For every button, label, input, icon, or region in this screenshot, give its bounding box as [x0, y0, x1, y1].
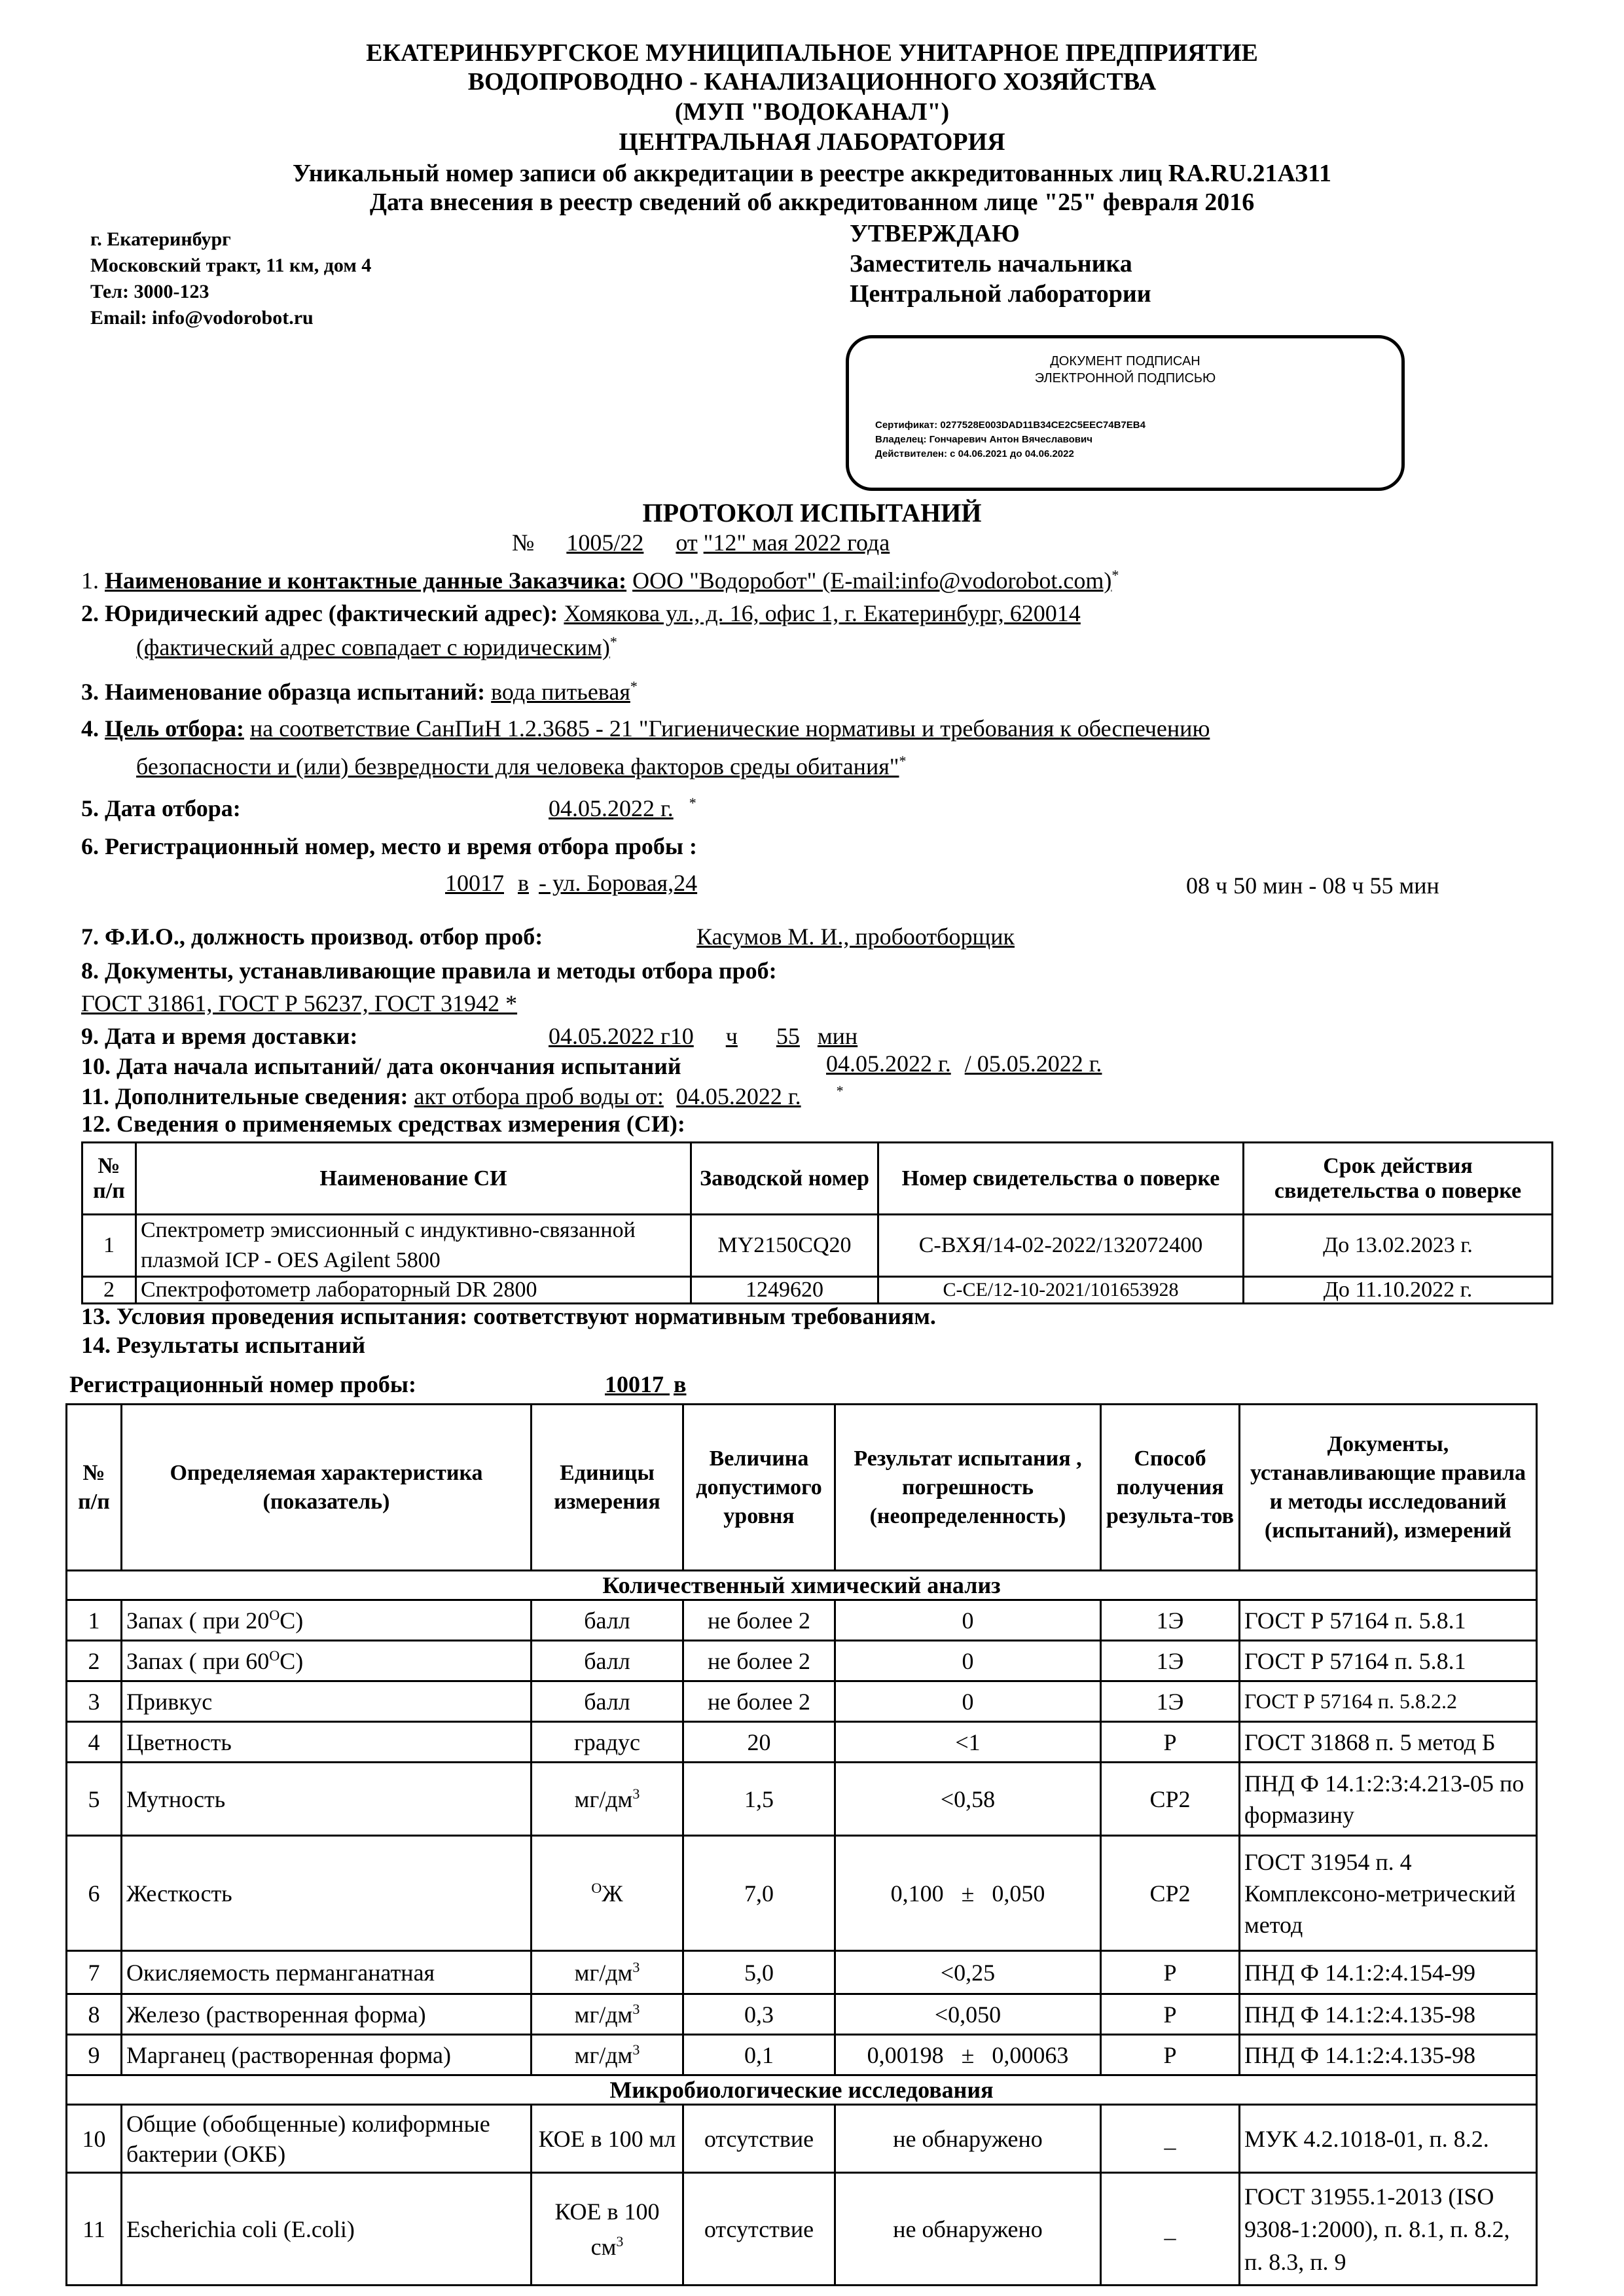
item-4: 4. Цель отбора: на соответствие СанПиН 1.2.3685 - 21 "Гигиенические нормативы и требования к обеспечению: [81, 715, 1210, 742]
row-result: <0,050: [835, 1994, 1101, 2035]
item-4-line-2: безопасности и (или) безвредности для человека факторов среды обитания"*: [81, 753, 906, 780]
row-result: <1: [835, 1722, 1101, 1763]
row-result: 0,00198 ± 0,00063: [835, 2035, 1101, 2075]
instrument-cert: С-ВХЯ/14-02-2022/132072400: [878, 1215, 1244, 1277]
row-method: СР2: [1101, 1763, 1240, 1836]
row-doc: ГОСТ 31955.1-2013 (ISO 9308-1:2000), п. 8.1, п. 8.2, п. 8.3, п. 9: [1240, 2173, 1537, 2286]
item-2-note-line: (фактический адрес совпадает с юридическим)*: [81, 634, 617, 661]
row-characteristic: Мутность: [122, 1763, 532, 1836]
item-2: 2. Юридический адрес (фактический адрес): Хомякова ул., д. 16, офис 1, г. Екатеринбург, 620014: [81, 600, 1081, 626]
item-9-value: [549, 1022, 857, 1050]
item-1: 1. Наименование и контактные данные Заказчика: ООО "Водоробот" (E-mail:info@vodorobot.com)*: [81, 567, 1119, 594]
row-result: <0,58: [835, 1763, 1101, 1836]
table-row: [67, 1722, 1537, 1763]
row-doc: ПНД Ф 14.1:2:3:4.213-05 по формазину: [1240, 1763, 1537, 1836]
item-6-sample: [445, 869, 697, 897]
row-characteristic: Марганец (растворенная форма): [122, 2035, 532, 2075]
protocol-title: ПРОТОКОЛ ИСПЫТАНИЙ: [642, 498, 982, 528]
item-14: 14. Результаты испытаний: [81, 1332, 366, 1358]
approve-title: УТВЕРЖДАЮ: [850, 220, 1020, 247]
signature-valid: Действителен: с 04.06.2021 до 04.06.2022: [875, 448, 1074, 459]
section-row: [67, 1571, 1537, 1600]
row-unit: КОЕ в 100 мл: [532, 2105, 683, 2173]
row-unit: КОЕ в 100 $см^3$: [532, 2173, 683, 2286]
item-3-value: вода питьевая: [491, 679, 630, 705]
item-6-letter: в: [518, 870, 529, 896]
instrument-name: Спектрометр эмиссионный с индуктивно-связанной плазмой ICP - OES Agilent 5800: [136, 1215, 691, 1277]
row-unit: $^О$Ж: [532, 1836, 683, 1951]
item-11-value: акт отбора проб воды от:: [414, 1083, 664, 1109]
sample-number: 10017: [605, 1371, 664, 1397]
item-13-text: Условия проведения испытания: соответствуют нормативным требованиям.: [117, 1303, 936, 1329]
table-row: [67, 2105, 1537, 2173]
row-unit: балл: [532, 1641, 683, 1681]
row-doc: ГОСТ 31868 п. 5 метод Б: [1240, 1722, 1537, 1763]
row-unit: $мг/дм^3$: [532, 1951, 683, 1994]
row-limit: не более 2: [683, 1600, 835, 1641]
row-result: не обнаружено: [835, 2173, 1101, 2286]
item-9-minute: 55: [776, 1023, 800, 1049]
protocol-number-prefix: №: [512, 529, 535, 556]
row-result: 0,100 ± 0,050: [835, 1836, 1101, 1951]
item-14-text: Результаты испытаний: [117, 1332, 366, 1358]
table-row: [67, 1641, 1537, 1681]
table-row: [67, 2173, 1537, 2286]
sample-number-wrap: [605, 1371, 686, 1398]
row-num: 10: [67, 2105, 122, 2173]
row-method: Р: [1101, 1951, 1240, 1994]
item-2-label: Юридический адрес (фактический адрес):: [105, 600, 558, 626]
results-header-num: № п/п: [67, 1405, 122, 1571]
item-12-label: Сведения о применяемых средствах измерения (СИ):: [117, 1111, 685, 1137]
table-row: [67, 1951, 1537, 1994]
item-3: 3. Наименование образца испытаний: вода питьевая*: [81, 678, 638, 705]
item-1-value: ООО "Водоробот" (E-mail:info@vodorobot.com): [632, 567, 1112, 594]
instrument-num: 1: [82, 1215, 136, 1277]
item-6-place: - ул. Боровая,24: [539, 870, 698, 896]
row-unit: балл: [532, 1600, 683, 1641]
item-6-time: 08 ч 50 мин - 08 ч 55 мин: [1186, 872, 1439, 899]
item-4-value-2: безопасности и (или) безвредности для человека факторов среды обитания": [136, 753, 899, 780]
row-num: 6: [67, 1836, 122, 1951]
approve-position-2: Центральной лаборатории: [850, 280, 1151, 308]
row-method: Р: [1101, 1722, 1240, 1763]
instruments-header-row: [82, 1143, 1553, 1215]
row-method: _: [1101, 2105, 1240, 2173]
item-2-note: (фактический адрес совпадает с юридическим): [136, 634, 610, 660]
row-doc: ПНД Ф 14.1:2:4.135-98: [1240, 1994, 1537, 2035]
item-9-date: 04.05.2022 г: [549, 1023, 670, 1049]
item-10-start: 04.05.2022 г.: [826, 1050, 951, 1077]
item-6-number: 10017: [445, 870, 504, 896]
row-method: 1Э: [1101, 1641, 1240, 1681]
row-num: 2: [67, 1641, 122, 1681]
row-characteristic: Окисляемость перманганатная: [122, 1951, 532, 1994]
accreditation-number: Уникальный номер записи об аккредитации в реестре аккредитованных лиц RA.RU.21АЗ11: [293, 160, 1331, 187]
item-6-label: Регистрационный номер, место и время отбора пробы :: [105, 833, 698, 859]
results-header-docs: Документы, устанавливающие правила и методы исследований (испытаний), измерений: [1240, 1405, 1537, 1571]
contacts-block: [90, 226, 371, 331]
item-1-label: Наименование и контактные данные Заказчика:: [105, 567, 627, 594]
row-characteristic: Запах ( при $60^ОС$): [122, 1641, 532, 1681]
row-method: Р: [1101, 2035, 1240, 2075]
row-method: 1Э: [1101, 1681, 1240, 1722]
row-doc: ГОСТ Р 57164 п. 5.8.1: [1240, 1600, 1537, 1641]
item-8-value: ГОСТ 31861, ГОСТ Р 56237, ГОСТ 31942 *: [81, 990, 518, 1016]
row-limit: 5,0: [683, 1951, 835, 1994]
row-unit: балл: [532, 1681, 683, 1722]
row-unit: $мг/дм^3$: [532, 1994, 683, 2035]
instruments-header-name: Наименование СИ: [136, 1143, 691, 1215]
row-limit: 0,1: [683, 2035, 835, 2075]
row-num: 11: [67, 2173, 122, 2286]
row-method: _: [1101, 2173, 1240, 2286]
table-row: [67, 1681, 1537, 1722]
item-9-minute-unit: мин: [817, 1023, 858, 1049]
row-characteristic: Цветность: [122, 1722, 532, 1763]
item-9-label: Дата и время доставки:: [105, 1023, 358, 1049]
table-row: [82, 1215, 1553, 1277]
row-doc: ПНД Ф 14.1:2:4.154-99: [1240, 1951, 1537, 1994]
contacts-address: Московский тракт, 11 км, дом 4: [90, 255, 372, 276]
row-limit: 1,5: [683, 1763, 835, 1836]
table-row: [67, 1836, 1537, 1951]
row-doc: ПНД Ф 14.1:2:4.135-98: [1240, 2035, 1537, 2075]
item-5-value: 04.05.2022 г.: [549, 795, 674, 821]
item-12: 12. Сведения о применяемых средствах измерения (СИ):: [81, 1111, 685, 1137]
approve-block: [850, 219, 1151, 309]
row-characteristic: Запах ( при $20^ОС$): [122, 1600, 532, 1641]
instruments-table: [81, 1141, 1553, 1304]
row-method: 1Э: [1101, 1600, 1240, 1641]
row-doc: ГОСТ Р 57164 п. 5.8.1: [1240, 1641, 1537, 1681]
e-signature-stamp: [846, 335, 1405, 491]
section-microbiology: Микробиологические исследования: [67, 2075, 1537, 2105]
table-row: [82, 1277, 1553, 1304]
item-8: 8. Документы, устанавливающие правила и методы отбора проб:: [81, 958, 777, 984]
row-limit: отсутствие: [683, 2173, 835, 2286]
results-table: [65, 1403, 1538, 2286]
signature-title-1: ДОКУМЕНТ ПОДПИСАН: [1050, 354, 1200, 368]
row-num: 3: [67, 1681, 122, 1722]
row-result: 0: [835, 1681, 1101, 1722]
protocol-date: "12" мая 2022 года: [703, 529, 890, 556]
row-limit: 0,3: [683, 1994, 835, 2035]
item-9: 9. Дата и время доставки:: [81, 1023, 358, 1049]
contacts-phone: Тел: 3000-123: [90, 281, 209, 302]
accreditation-date: Дата внесения в реестр сведений об аккредитованном лице "25" февраля 2016: [369, 188, 1255, 216]
protocol-number: 1005/22: [566, 529, 644, 556]
item-9-hour: 10: [670, 1023, 694, 1049]
item-10-values: [826, 1050, 1102, 1077]
protocol-number-line: [512, 529, 890, 556]
table-row: [67, 1994, 1537, 2035]
row-limit: 20: [683, 1722, 835, 1763]
instrument-valid: До 11.10.2022 г.: [1244, 1277, 1553, 1304]
table-row: [67, 2035, 1537, 2075]
signature-title-2: ЭЛЕКТРОННОЙ ПОДПИСЬЮ: [1034, 371, 1216, 386]
instruments-header-cert: Номер свидетельства о поверке: [878, 1143, 1244, 1215]
row-num: 1: [67, 1600, 122, 1641]
row-characteristic: Общие (обобщенные) колиформные бактерии (ОКБ): [122, 2105, 532, 2173]
instrument-num: 2: [82, 1277, 136, 1304]
row-limit: 7,0: [683, 1836, 835, 1951]
sample-label: Регистрационный номер пробы:: [69, 1371, 416, 1397]
row-limit: не более 2: [683, 1641, 835, 1681]
instrument-cert: С-СЕ/12-10-2021/101653928: [878, 1277, 1244, 1304]
item-5-value-wrap: 04.05.2022 г. *: [549, 795, 696, 821]
item-3-label: Наименование образца испытаний:: [105, 679, 486, 705]
item-7-value: Касумов М. И., пробоотборщик: [696, 924, 1015, 950]
instrument-serial: MY2150CQ20: [691, 1215, 878, 1277]
instruments-header-valid: Срок действия свидетельства о поверке: [1244, 1143, 1553, 1215]
row-characteristic: Железо (растворенная форма): [122, 1994, 532, 2035]
row-num: 9: [67, 2035, 122, 2075]
instruments-header-num: № п/п: [82, 1143, 136, 1215]
row-method: Р: [1101, 1994, 1240, 2035]
lab-name: ЦЕНТРАЛЬНАЯ ЛАБОРАТОРИЯ: [619, 128, 1005, 156]
instrument-name: Спектрофотометр лабораторный DR 2800: [136, 1277, 691, 1304]
row-doc: ГОСТ 31954 п. 4 Комплексоно-метрический метод: [1240, 1836, 1537, 1951]
org-name: ЕКАТЕРИНБУРГСКОЕ МУНИЦИПАЛЬНОЕ УНИТАРНОЕ ПРЕДПРИЯТИЕ: [366, 39, 1258, 67]
item-10: 10. Дата начала испытаний/ дата окончания испытаний: [81, 1053, 681, 1079]
row-result: не обнаружено: [835, 2105, 1101, 2173]
contacts-city: г. Екатеринбург: [90, 228, 231, 250]
results-header-unit: Единицы измерения: [532, 1405, 683, 1571]
row-result: 0: [835, 1641, 1101, 1681]
item-5-label: Дата отбора:: [105, 795, 241, 821]
row-unit: $мг/дм^3$: [532, 2035, 683, 2075]
section-chemical: Количественный химический анализ: [67, 1571, 1537, 1600]
item-10-label: Дата начала испытаний/ дата окончания испытаний: [117, 1053, 681, 1079]
item-11-date: 04.05.2022 г.: [676, 1083, 801, 1109]
item-4-label: Цель отбора:: [105, 715, 244, 742]
row-limit: отсутствие: [683, 2105, 835, 2173]
org-subtitle: ВОДОПРОВОДНО - КАНАЛИЗАЦИОННОГО ХОЗЯЙСТВА: [467, 68, 1157, 96]
item-5: 5. Дата отбора:: [81, 795, 241, 821]
row-doc: ГОСТ Р 57164 п. 5.8.2.2: [1240, 1681, 1537, 1722]
row-limit: не более 2: [683, 1681, 835, 1722]
item-7-label: Ф.И.О., должность производ. отбор проб:: [105, 924, 543, 950]
results-header-method: Способ получения результа-тов: [1101, 1405, 1240, 1571]
results-header-limit: Величина допустимого уровня: [683, 1405, 835, 1571]
org-short-name: (МУП "ВОДОКАНАЛ"): [674, 98, 950, 126]
table-row: [67, 1600, 1537, 1641]
results-header-result: Результат испытания , погрешность (неопределенность): [835, 1405, 1101, 1571]
signature-certificate: Сертификат: 0277528E003DAD11B34CE2C5EEC74B7EB4: [875, 420, 1146, 431]
row-num: 7: [67, 1951, 122, 1994]
results-header-characteristic: Определяемая характеристика (показатель): [122, 1405, 532, 1571]
instrument-valid: До 13.02.2023 г.: [1244, 1215, 1553, 1277]
item-11-label: Дополнительные сведения:: [115, 1083, 408, 1109]
row-characteristic: Привкус: [122, 1681, 532, 1722]
row-characteristic: Escherichia coli (E.coli): [122, 2173, 532, 2286]
row-num: 4: [67, 1722, 122, 1763]
item-6: 6. Регистрационный номер, место и время отбора пробы :: [81, 833, 698, 859]
instrument-serial: 1249620: [691, 1277, 878, 1304]
signature-owner: Владелец: Гончаревич Антон Вячеславович: [875, 434, 1092, 445]
row-result: 0: [835, 1600, 1101, 1641]
row-unit: $мг/дм^3$: [532, 1763, 683, 1836]
item-7: 7. Ф.И.О., должность производ. отбор проб:: [81, 924, 543, 950]
row-num: 8: [67, 1994, 122, 2035]
item-4-value-1: на соответствие СанПиН 1.2.3685 - 21 "Гигиенические нормативы и требования к обеспечению: [249, 715, 1210, 742]
row-characteristic: Жесткость: [122, 1836, 532, 1951]
section-row: [67, 2075, 1537, 2105]
row-doc: МУК 4.2.1018-01, п. 8.2.: [1240, 2105, 1537, 2173]
item-10-end: / 05.05.2022 г.: [964, 1050, 1102, 1077]
item-9-hour-unit: ч: [725, 1023, 738, 1049]
item-2-value: Хомякова ул., д. 16, офис 1, г. Екатеринбург, 620014: [564, 600, 1081, 626]
row-unit: градус: [532, 1722, 683, 1763]
protocol-date-prefix: от: [676, 529, 698, 556]
instruments-header-serial: Заводской номер: [691, 1143, 878, 1215]
row-num: 5: [67, 1763, 122, 1836]
item-13: 13. Условия проведения испытания: соответствуют нормативным требованиям.: [81, 1303, 936, 1329]
row-result: <0,25: [835, 1951, 1101, 1994]
approve-position-1: Заместитель начальника: [850, 250, 1132, 278]
results-header-row: [67, 1405, 1537, 1571]
contacts-email: Email: info@vodorobot.ru: [90, 307, 314, 329]
row-method: СР2: [1101, 1836, 1240, 1951]
table-row: [67, 1763, 1537, 1836]
item-8-label: Документы, устанавливающие правила и методы отбора проб:: [105, 958, 777, 984]
item-11: 11. Дополнительные сведения: акт отбора проб воды от: 04.05.2022 г. *: [81, 1083, 844, 1109]
sample-letter: в: [674, 1371, 687, 1397]
